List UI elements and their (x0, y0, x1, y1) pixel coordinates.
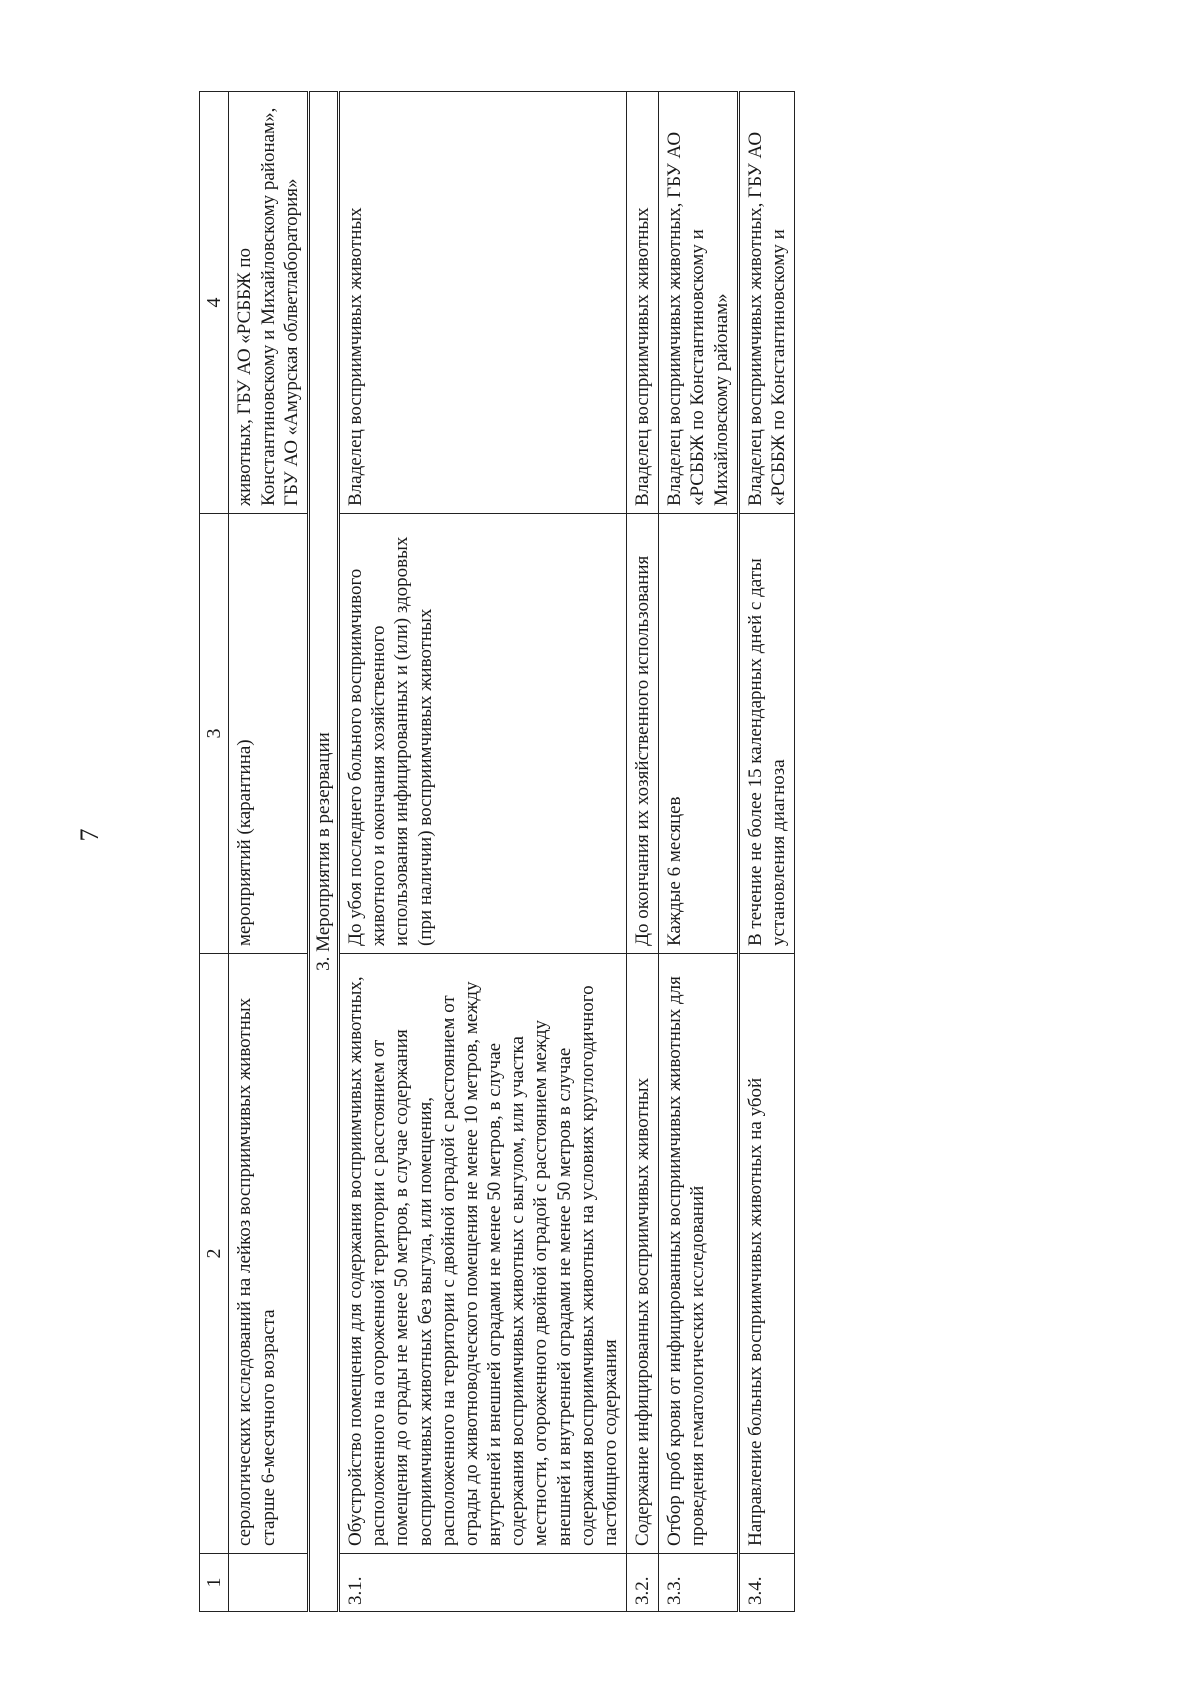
row-period: В течение не более 15 календарных дней с даты установления диагноза (738, 514, 794, 954)
header-col-2: 2 (200, 954, 229, 1554)
header-col-4: 4 (200, 92, 229, 514)
row-responsible: Владелец восприимчивых животных (627, 92, 659, 514)
row-responsible: Владелец восприимчивых животных (339, 92, 627, 514)
row-num: 3.1. (339, 1554, 627, 1612)
section-title: 3. Мероприятия в резервации (308, 92, 338, 1612)
header-row (200, 92, 229, 1612)
measures-table (199, 91, 795, 1612)
page-number: 7 (75, 828, 104, 842)
row-num: 3.2. (627, 1554, 659, 1612)
row-measure: Направление больных восприимчивых животных на убой (738, 954, 794, 1554)
row-measure: Отбор проб крови от инфицированных восприимчивых животных для проведения гематологических исследований (659, 954, 739, 1554)
table-row (738, 92, 794, 1612)
header-col-3: 3 (200, 514, 229, 954)
row-responsible: Владелец восприимчивых животных, ГБУ АО «РСББЖ по Константиновскому и (738, 92, 794, 514)
row-num: 3.4. (738, 1554, 794, 1612)
continuation-row (229, 92, 309, 1612)
row-num: 3.3. (659, 1554, 739, 1612)
continuation-responsible: животных, ГБУ АО «РСББЖ по Константиновскому и Михайловскому районам», ГБУ АО «Амурская облветлаборатория» (229, 92, 309, 514)
row-period: Каждые 6 месяцев (659, 514, 739, 954)
row-measure: Обустройство помещения для содержания восприимчивых животных, расположенного на огороженной территории с расстоянием от помещения до ограды не менее 50 метров, в случае содержания восприимчивых животных без выгула, или помещения, расположенного на территории с двойной оградой с расстоянием от ограды до животноводческого помещения не менее 10 метров, между внутренней и внешней оградами не менее 50 метров, в случае содержания восприимчивых животных с выгулом, или участка местности, огороженного двойной оградой с расстоянием между внешней и внутренней оградами не менее 50 метров в случае содержания восприимчивых животных на условиях круглогодичного пастбищного содержания (339, 954, 627, 1554)
table-row (659, 92, 739, 1612)
header-col-1: 1 (200, 1554, 229, 1612)
continuation-period: мероприятий (карантина) (229, 514, 309, 954)
rotated-table-container (199, 92, 1069, 1612)
continuation-num (229, 1554, 309, 1612)
row-measure: Содержание инфицированных восприимчивых животных (627, 954, 659, 1554)
row-period: До окончания их хозяйственного использования (627, 514, 659, 954)
section-row (308, 92, 338, 1612)
table-row (339, 92, 627, 1612)
table-row (627, 92, 659, 1612)
continuation-measure: серологических исследований на лейкоз восприимчивых животных старше 6-месячного возраста (229, 954, 309, 1554)
row-period: До убоя последнего больного восприимчивого животного и окончания хозяйственного использования инфицированных и (или) здоровых (при наличии) восприимчивых животных (339, 514, 627, 954)
row-responsible: Владелец восприимчивых животных, ГБУ АО «РСББЖ по Константиновскому и Михайловскому районам» (659, 92, 739, 514)
